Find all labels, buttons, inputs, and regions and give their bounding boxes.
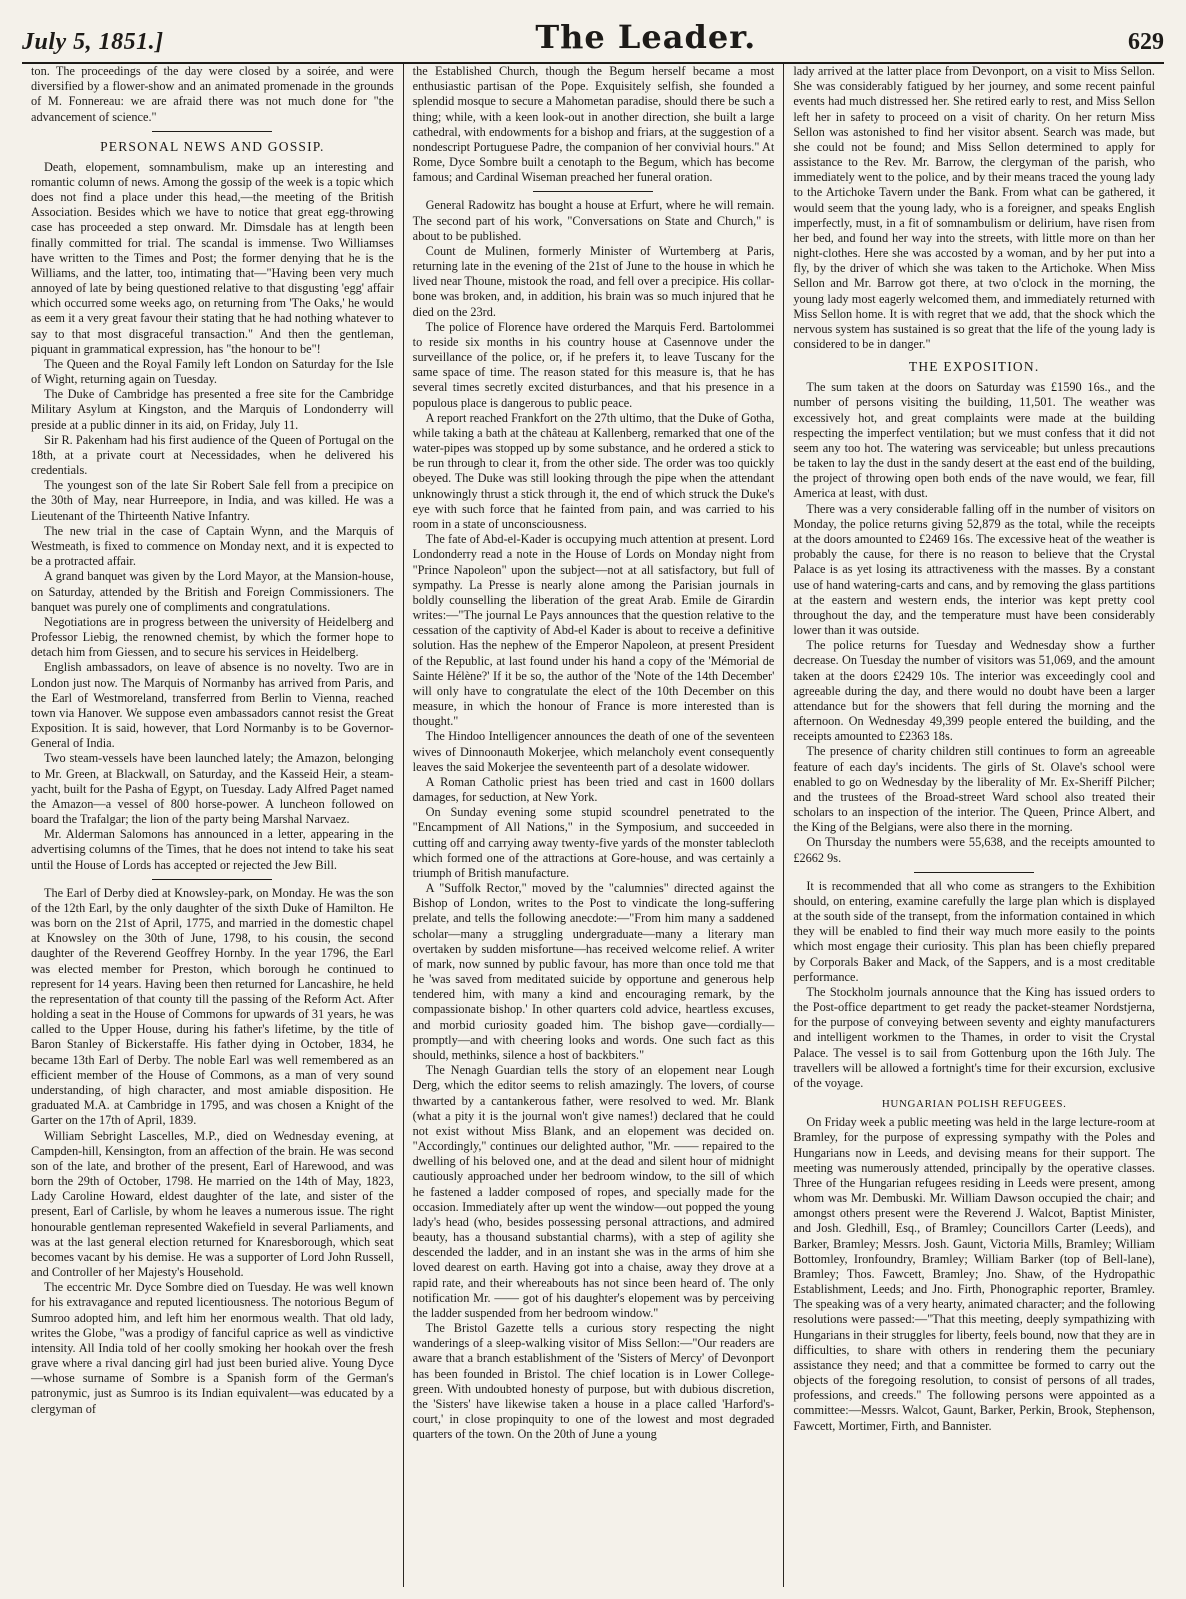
paragraph: Negotiations are in progress between the university of Heidelberg and Professor Liebig, the renowned chemist, by which the former hope to detach him from Giessen, and to secure his services in Heidelberg.	[31, 614, 394, 660]
paragraph: The police of Florence have ordered the Marquis Ferd. Bartolommei to reside six months in his country house at Casennove under the surveillance of the police, or, if he prefers it, to leave Tuscany for the same space of time. The reason stated for this measure is, that he has several times secretly excited disturbances, and that his presence in a populous place is dangerous to public peace.	[412, 319, 775, 410]
article-columns	[22, 64, 1164, 1587]
column-1	[22, 64, 403, 1587]
paragraph: A grand banquet was given by the Lord Mayor, at the Mansion-house, on Saturday, attended by the British and Foreign Commissioners. The banquet was purely one of compliments and congratulations.	[31, 569, 394, 614]
paragraph: It is recommended that all who come as strangers to the Exhibition should, on entering, examine carefully the large plan which is displayed at the south side of the transept, from the information contained in which they will be enabled to find their way much more easily to the points which most engage their curiosity. This plan has been chiefly prepared by Corporals Baker and Mack, of the Sappers, and is a most creditable performance.	[793, 878, 1155, 984]
paragraph: On Thursday the numbers were 55,638, and the receipts amounted to £2662 9s.	[793, 835, 1155, 865]
column-3	[783, 64, 1164, 1587]
paragraph: General Radowitz has bought a house at Erfurt, where he will remain. The second part of his work, "Conversations on State and Church," is about to be published.	[412, 198, 775, 243]
divider	[152, 879, 272, 880]
paragraph: There was a very considerable falling off in the number of visitors on Monday, the police returns giving 52,879 as the total, while the receipts at the doors amounted to £2469 16s. The excessive heat of the weather is probably the cause, for there is no reason to believe that the Crystal Palace is as yet losing its attractiveness with the masses. By a constant use of hand watering-carts and cans, and by removing the glass partitions at the eastern and western ends, the interior was kept pretty cool throughout the day, and the temperature must have been considerably lower than it was outside.	[793, 501, 1155, 638]
column-2	[403, 64, 784, 1587]
paragraph: A report reached Frankfort on the 27th ultimo, that the Duke of Gotha, while taking a bath at the château at Kallenberg, remarked that one of the water-pipes was stopped up by some substance, and he ordered a stick to be run through to clear it, from the other side. The order was too quickly obeyed. The Duke was still looking through the pipe when the attendant unknowingly thrust a stick through it, the end of which struck the Duke's eye with such force that he fainted from pain, and was carried to his room in a state of unconsciousness.	[412, 410, 775, 531]
paragraph: lady arrived at the latter place from Devonport, on a visit to Miss Sellon. She was considerably fatigued by her journey, and some recent painful events had much distressed her. She retired early to rest, and Miss Sellon left her in safety to proceed on a visit of charity. On her return Miss Sellon was astonished to find her visitor absent. Search was made, but she could not be found; and Miss Sellon determined to apply for assistance to the Rev. Mr. Barrow, the clergyman of the parish, who immediately went to the police, and by their means traced the young lady to the Artichoke Tavern under the Bank. From what can be gathered, it would seem that the young lady, who is a foreigner, and speaks English imperfectly, must, in a fit of somnambulism or delirium, have risen from her bed, and found her way into the streets, with little more on than her night-clothes. Here she was accosted by a woman, and by her put into a fly, by the driver of which she was taken to the Artichoke. When Miss Sellon and Mr. Barrow got there, at two o'clock in the morning, the young lady most eagerly welcomed them, and immediately returned with Miss Sellon home. It is with regret that we add, that the shock which the nervous system has sustained is so great that the life of the young lady is considered to be in danger."	[793, 64, 1155, 352]
paragraph: Count de Mulinen, formerly Minister of Wurtemberg at Paris, returning late in the evening of the 21st of June to the house in which he lived near Thoune, mistook the road, and fell over a precipice. His collar-bone was broken, and, in addition, his brain was so much injured that he died on the 23rd.	[412, 243, 775, 319]
paragraph: A "Suffolk Rector," moved by the "calumnies" directed against the Bishop of London, writes to the Post to vindicate the long-suffering prelate, and tells the following anecdote:—"From him many a saddened scholar—many a struggling undergraduate—many a literary man overtaken by sudden misfortune—has received welcome relief. A writer of mark, now sunned by public favour, has more than once told me that he 'was saved from meditated suicide by opportune and generous help tendered him, with many a kind and encouraging remark, by the compassionate bishop.' In other quarters cold advice, heartless excuses, and morbid curiosity goaded him. The bishop gave—cordially—promptly—and with cheering looks and words. One such fact as this should, methinks, silence a host of backbiters."	[412, 881, 775, 1062]
paragraph: A Roman Catholic priest has been tried and cast in 1600 dollars damages, for seduction, at New York.	[412, 774, 775, 805]
paragraph: The youngest son of the late Sir Robert Sale fell from a precipice on the 30th of May, near Hurreepore, in India, and was killed. He was a Lieutenant of the Thirteenth Native Infantry.	[31, 478, 394, 523]
paragraph: On Friday week a public meeting was held in the large lecture-room at Bramley, for the purpose of expressing sympathy with the Poles and Hungarians now in Leeds, and devising means for their support. The meeting was numerously attended, principally by the operative classes. Three of the Hungarian refugees residing in Leeds were present, among whom was Mr. Dembuski. Mr. William Dawson occupied the chair; and amongst others present were the Reverend J. Walcot, Baptist Minister, and Josh. Gledhill, Esq., of Bramley; Councillors Carter (Leeds), and Barker, Bramley; Messrs. Josh. Gaunt, Victoria Mills, Bramley; William Bottomley, Ironfoundry, Bramley; William Barker (top of Bell-lane), Bramley; Thos. Fawcett, Bramley; Jno. Shaw, of the Hydropathic Establishment, Leeds; and Jno. Firth, Phonographic reporter, Bramley. The speaking was of a very hearty, animated character; and the following resolutions were passed:—"That this meeting, deeply sympathizing with Hungarians in their struggles for liberty, feels bound, now that they are in difficulties, to share with others in rendering them the pecuniary assistance they need; and that a committee be formed to carry out the objects of the foregoing resolution, to consist of persons of all trades, professions, and creeds." The following persons were appointed as a committee:—Messrs. Walcot, Gaunt, Barker, Perkin, Brook, Stephenson, Fawcett, Mortimer, Firth, and Bannister.	[793, 1115, 1155, 1433]
section-heading-hungarian-refugees: HUNGARIAN POLISH REFUGEES.	[881, 1098, 1067, 1111]
paragraph: The Bristol Gazette tells a curious story respecting the night wanderings of a sleep-walking visitor of Miss Sellon:—"Our readers are aware that a branch establishment of the 'Sisters of Mercy' of Devonport has been founded in Bristol. The chief location is in Lower College-green. With undoubted honesty of purpose, but with dubious discretion, the 'Sisters' have likewise taken a house in a place called 'Harford's-court,' in close propinquity to one of the lowest and most degraded quarters of the town. On the 20th of June a young	[412, 1321, 775, 1442]
paragraph: On Sunday evening some stupid scoundrel penetrated to the "Encampment of All Nations," in the Symposium, and succeeded in cutting off and carrying away twenty-five yards of the monster tablecloth which formed one of the attractions at Gore-house, and was certainly a triumph of British manufacture.	[412, 805, 775, 880]
paragraph: The Nenagh Guardian tells the story of an elopement near Lough Derg, which the editor seems to relish amazingly. The lovers, of course thwarted by a cantankerous father, were resolved to wed. Mr. Blank (what a pity it is the journal won't give names!) declared that he could not exist without Miss Blank, and an elopement was decided on. "Accordingly," continues our delighted author, "Mr. —— repaired to the dwelling of his beloved one, and at the dead and silent hour of midnight cautiously approached under her bedroom window, to the sill of which he fastened a ladder composed of ropes, and specially made for the occasion. Immediately after up went the window—out popped the young lady's head (who, besides possessing personal attractions, and admired beauty, has a thousand substantial charms), with a step of agility she descended the ladder, and in an instant she was in the arms of him she loved dearest on earth. Having got into a chaise, away they drove at a rapid rate, and their whereabouts has not since been heard of. The only notification Mr. —— got of his daughter's elopement was by perceiving the ladder suspended from her bedroom window."	[412, 1063, 775, 1320]
paragraph: Mr. Alderman Salomons has announced in a letter, appearing in the advertising columns of the Times, that he does not intend to take his seat until the House of Lords has accepted or rejected the Jew Bill.	[31, 827, 394, 872]
paragraph: The presence of charity children still continues to form an agreeable feature of each day's incidents. The girls of St. Olave's school were enabled to go on Wednesday by the liberality of Mr. Ex-Sheriff Pilcher; and the trustees of the Broad-street Ward school also treated their scholars to an inspection of the interior. The Queen, Prince Albert, and the King of the Belgians, were also there in the morning.	[793, 744, 1155, 835]
paragraph: The fate of Abd-el-Kader is occupying much attention at present. Lord Londonderry read a note in the House of Lords on Monday night from "Prince Napoleon" upon the subject—not at all satisfactory, but full of sympathy. La Presse is nearly alone among the Parisian journals in boldly counselling the liberation of the great Arab. Emile de Girardin writes:—"The journal Le Pays announces that the question relative to the cessation of the captivity of Abd-el Kader is about to receive a definitive solution. Has the nephew of the Emperor Napoleon, at present President of the Republic, at last found under his hand a copy of the 'Mémorial de Sainte Hélène?' If it be so, the author of the 'Note of the 14th December' will only have to congratulate the elect of the 10th December on this measure, in which the honour of France is more interested than is thought."	[412, 532, 775, 729]
paragraph: The new trial in the case of Captain Wynn, and the Marquis of Westmeath, is fixed to commence on Monday next, and it is expected to be a protracted affair.	[31, 523, 394, 569]
masthead	[22, 14, 1164, 64]
paragraph: The Duke of Cambridge has presented a free site for the Cambridge Military Asylum at Kingston, and the Marquis of Londonderry will preside at a public dinner in its aid, on Friday, July 11.	[31, 387, 394, 432]
paragraph: Two steam-vessels have been launched lately; the Amazon, belonging to Mr. Green, at Blackwall, on Saturday, and the Kasseid Heir, a steam-yacht, built for the Pasha of Egypt, on Tuesday. Lady Alfred Paget named the Amazon—a vessel of 800 horse-power. A luncheon followed on board the Trafalgar; the lion of the party being Marshal Narvaez.	[31, 751, 394, 827]
paragraph: William Sebright Lascelles, M.P., died on Wednesday evening, at Campden-hill, Kensington, from an affection of the brain. He was second son of the late, and brother of the present, Earl of Harewood, and was born the 29th of October, 1798. He married on the 14th of May, 1823, Lady Caroline Howard, eldest daughter of the late, and sister of the present, Earl of Carlisle, by whom he leaves a numerous issue. The right honourable gentleman represented Wakefield in several Parliaments, and was at the last general election returned for Knaresborough, which seat becomes vacant by his demise. He was a supporter of Lord John Russell, and Controller of her Majesty's Household.	[31, 1128, 394, 1280]
paragraph: Sir R. Pakenham had his first audience of the Queen of Portugal on the 18th, at a private court at Necessidades, when he delivered his credentials.	[31, 432, 394, 478]
paragraph: the Established Church, though the Begum herself became a most enthusiastic partisan of the Pope. Exquisitely selfish, she founded a splendid mosque to secure a Mahometan paradise, should there be such a thing; while, with a keen look-out in another direction, she built a large cathedral, with endowments for a bishop and friars, at the suggestion of a nondescript Portuguese Padre, the companion of her convivial hours." At Rome, Dyce Sombre built a cenotaph to the Begum, which has become famous; and Cardinal Wiseman preached her funeral oration.	[412, 64, 775, 185]
divider	[152, 131, 272, 132]
paragraph: ton. The proceedings of the day were closed by a soirée, and were diversified by a flower-show and an animated promenade in the grounds of M. Fonnereau: we are afraid there was not much done for "the advancement of science."	[31, 64, 394, 124]
paragraph: The sum taken at the doors on Saturday was £1590 16s., and the number of persons visiting the building, 11,501. The weather was excessively hot, and great complaints were made at the building respecting the imperfect ventilation; but we must confess that it did not seem any too hot. The watering was serviceable; but unless precautions be taken to lay the dust in the sandy desert at the east end of the building, the project of throwing open both ends of the nave would, we fear, fill America at least, with dust.	[793, 380, 1155, 501]
paragraph: The eccentric Mr. Dyce Sombre died on Tuesday. He was well known for his extravagance and reputed licentiousness. The notorious Begum of Sumroo adopted him, and left him her enormous wealth. That old lady, writes the Globe, "was a prodigy of fanciful caprice as well as vindictive intensity. All India told of her coolly smoking her hookah over the fresh grave where a rival dancing girl had just been buried alive. Young Dyce—whose surname of Sombre is a Spanish form of the German's patronymic, just as Sumroo is its Indian equivalent—was educated by a clergyman of	[31, 1280, 394, 1416]
newspaper-title: The Leader.	[535, 18, 757, 56]
issue-date: July 5, 1851.]	[22, 29, 164, 55]
section-heading-exposition: THE EXPOSITION.	[908, 359, 1040, 375]
paragraph: The Earl of Derby died at Knowsley-park, on Monday. He was the son of the 12th Earl, by the only daughter of the sixth Duke of Hamilton. He was born on the 21st of April, 1775, and married in the domestic chapel at Knowsley on the 30th of June, 1798, to his cousin, the second daughter of the Reverend Geoffrey Hornby. In the year 1796, the Earl was elected member for Preston, which borough he continued to represent for 14 years. Having been then returned for Lancashire, he held the representation of that county till the passing of the Reform Act. After holding a seat in the House of Commons for upwards of 31 years, he was called to the Upper House, during his father's lifetime, by the title of Baron Stanley of Bickerstaffe. His father dying in October, 1834, he became 13th Earl of Derby. The noble Earl was well remembered as an efficient member of the House of Commons, as a man of very sound understanding, of high character, and most amiable disposition. He graduated M.A. at Cambridge in 1795, and was chosen a Knight of the Garter on the 17th of April, 1839.	[31, 885, 394, 1128]
paragraph: The police returns for Tuesday and Wednesday show a further decrease. On Tuesday the number of visitors was 51,069, and the amount taken at the doors £2429 10s. The interior was exceedingly cool and agreeable during the day, and there would no doubt have been a larger attendance but for the showers that fell during the morning and the afternoon. On Wednesday 49,399 people entered the building, and the receipts amounted to £2363 18s.	[793, 638, 1155, 744]
page-number: 629	[1127, 29, 1164, 55]
divider	[914, 872, 1034, 873]
paragraph: Death, elopement, somnambulism, make up an interesting and romantic column of news. Among the gossip of the week is a topic which does not find a place under this head,—the meeting of the British Association. Besides which we have to notice that great egg-throwing case has proceeded a step onward. Mr. Dimsdale has at length been finally committed for trial. The scandal is immense. Two Williamses have written to the Times and Post; the former denying that he is the Williams, and the latter, too, intimating that—"Having been very much annoyed of late by being questioned relative to that disgusting 'egg' affair which occurred some weeks ago, on returning from 'The Oaks,' he would as eem it a very great favour their stating that he had nothing whatever to say to that most disgraceful transaction." And then the gentleman, piquant in grammatical expression, has "the honour to be"!	[31, 159, 394, 356]
paragraph: The Queen and the Royal Family left London on Saturday for the Isle of Wight, returning again on Tuesday.	[31, 356, 394, 387]
paragraph: The Hindoo Intelligencer announces the death of one of the seventeen wives of Dinnoonauth Mokerjee, which melancholy event consequently leaves the said Mokerjee the seventeenth part of a desolate widower.	[412, 729, 775, 774]
paragraph: The Stockholm journals announce that the King has issued orders to the Post-office department to get ready the packet-steamer Nordstjerna, for the purpose of conveying between seventy and eighty manufacturers and intelligent workmen to the Thames, in order to visit the Crystal Palace. The vessel is to sail from Gottenburg upon the 16th July. The travellers will be allowed a fortnight's time for their excursion, exclusive of the voyage.	[793, 984, 1155, 1090]
section-heading-personal-news: PERSONAL NEWS AND GOSSIP.	[100, 138, 325, 154]
paragraph: English ambassadors, on leave of absence is no novelty. Two are in London just now. The Marquis of Normanby has arrived from Paris, and the Earl of Westmoreland, transferred from Berlin to Vienna, reached town via Hanover. We suppose even ambassadors cannot resist the Great Exposition. It is said, however, that Lord Normanby is to be Governor-General of India.	[31, 660, 394, 751]
divider	[533, 191, 653, 192]
